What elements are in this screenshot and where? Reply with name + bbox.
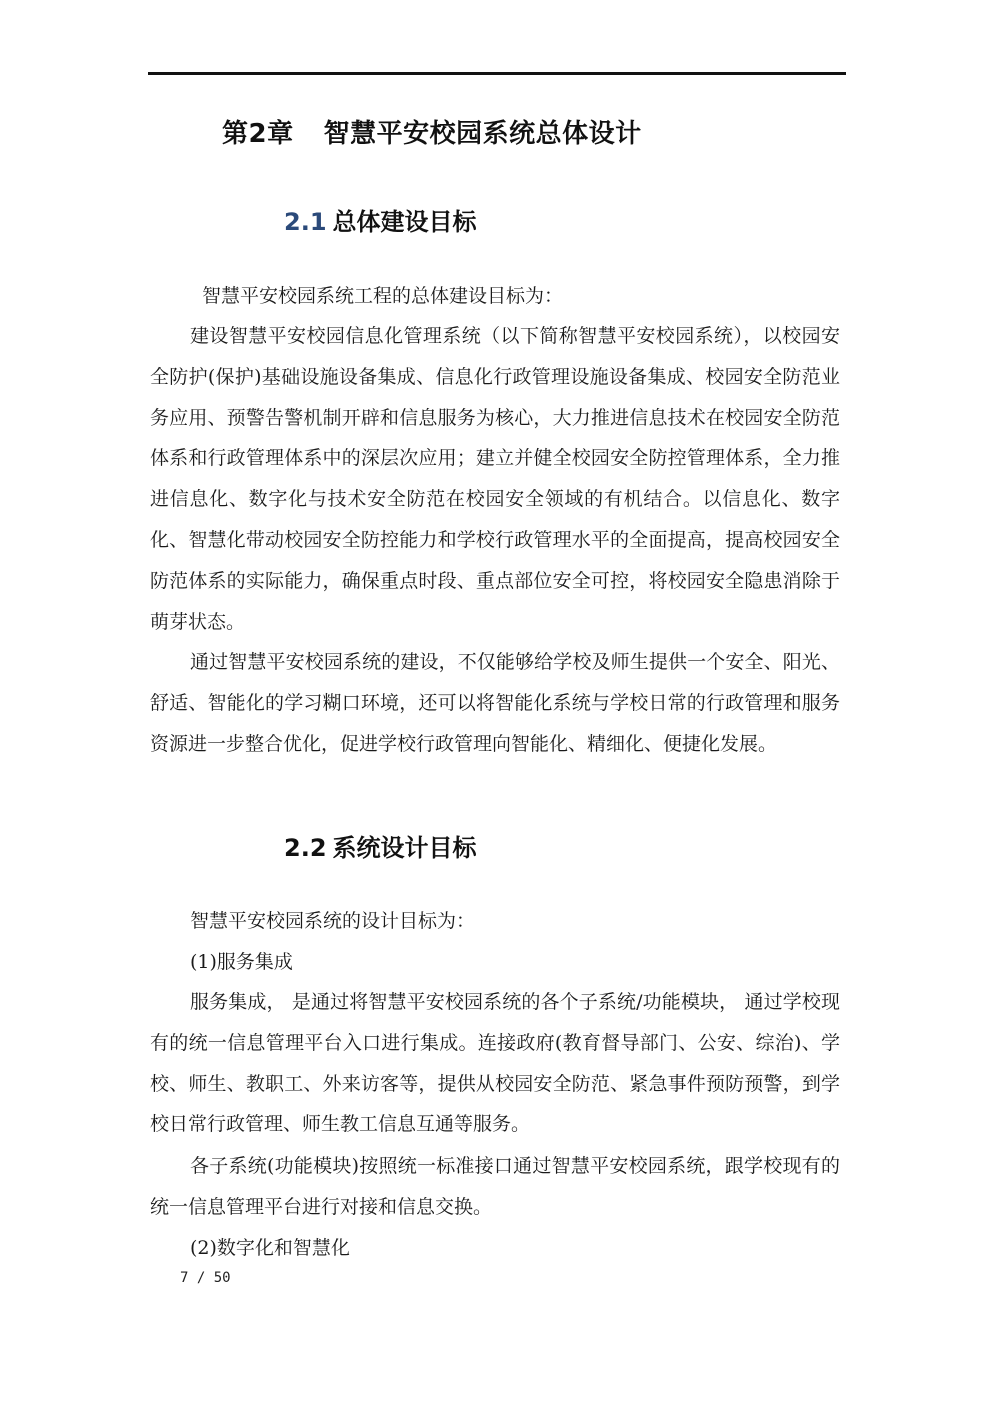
section-heading-2-1 <box>284 202 477 237</box>
chapter-title-text: 智慧平安校园系统总体设计 <box>323 119 642 149</box>
section-1-paragraph-2: 通过智慧平安校园系统的建设，不仅能够给学校及师生提供一个安全、阳光、舒适、智能化的学习糊口环境，还可以将智能化系统与学校日常的行政管理和服务资源进一步整合优化，促进学校行政管理向智能化、精细化、便捷化发展。 <box>150 651 840 755</box>
section-1-paragraph-1: 建设智慧平安校园信息化管理系统（以下简称智慧平安校园系统），以校园安全防护(保护)基础设施设备集成、信息化行政管理设施设备集成、校园安全防范业务应用、预警告警机制开辟和信息服务为核心，大力推进信息技术在校园安全防范体系和行政管理体系中的深层次应用；建立并健全校园安全防控管理体系，全力推进信息化、数字化与技术安全防范在校园安全领域的有机结合。以信息化、数字化、智慧化带动校园安全防控能力和学校行政管理水平的全面提高，提高校园安全防范体系的实际能力，确保重点时段、重点部位安全可控，将校园安全隐患消除于萌芽状态。 <box>150 325 840 633</box>
page-number: 7 / 50 <box>180 1270 231 1286</box>
section-2-paragraph-1: 服务集成， 是通过将智慧平安校园系统的各个子系统/功能模块， 通过学校现有的统一信息管理平台入口进行集成。连接政府(教育督导部门、公安、综治)、学校、师生、教职工、外来访客等，提供从校园安全防范、紧急事件预防预警，到学校日常行政管理、师生教工信息互通等服务。 <box>150 991 840 1136</box>
section-number: 2.2 <box>284 834 327 862</box>
section-2-paragraph-2: 各子系统(功能模块)按照统一标准接口通过智慧平安校园系统，跟学校现有的统一信息管理平台进行对接和信息交换。 <box>150 1155 840 1218</box>
chapter-title <box>222 113 642 150</box>
chapter-number: 第2章 <box>222 119 294 149</box>
section-title-text: 系统设计目标 <box>332 834 477 862</box>
section-1-intro: 智慧平安校园系统工程的总体建设目标为： <box>202 285 564 307</box>
section-number: 2.1 <box>284 208 327 236</box>
section-heading-2-2 <box>284 828 477 863</box>
list-item-service-integration: (1)服务集成 <box>190 951 293 973</box>
section-2-intro: 智慧平安校园系统的设计目标为： <box>190 910 476 932</box>
header-rule <box>148 72 846 75</box>
section-title-text: 总体建设目标 <box>332 208 477 236</box>
list-item-digitalization: (2)数字化和智慧化 <box>190 1237 350 1259</box>
